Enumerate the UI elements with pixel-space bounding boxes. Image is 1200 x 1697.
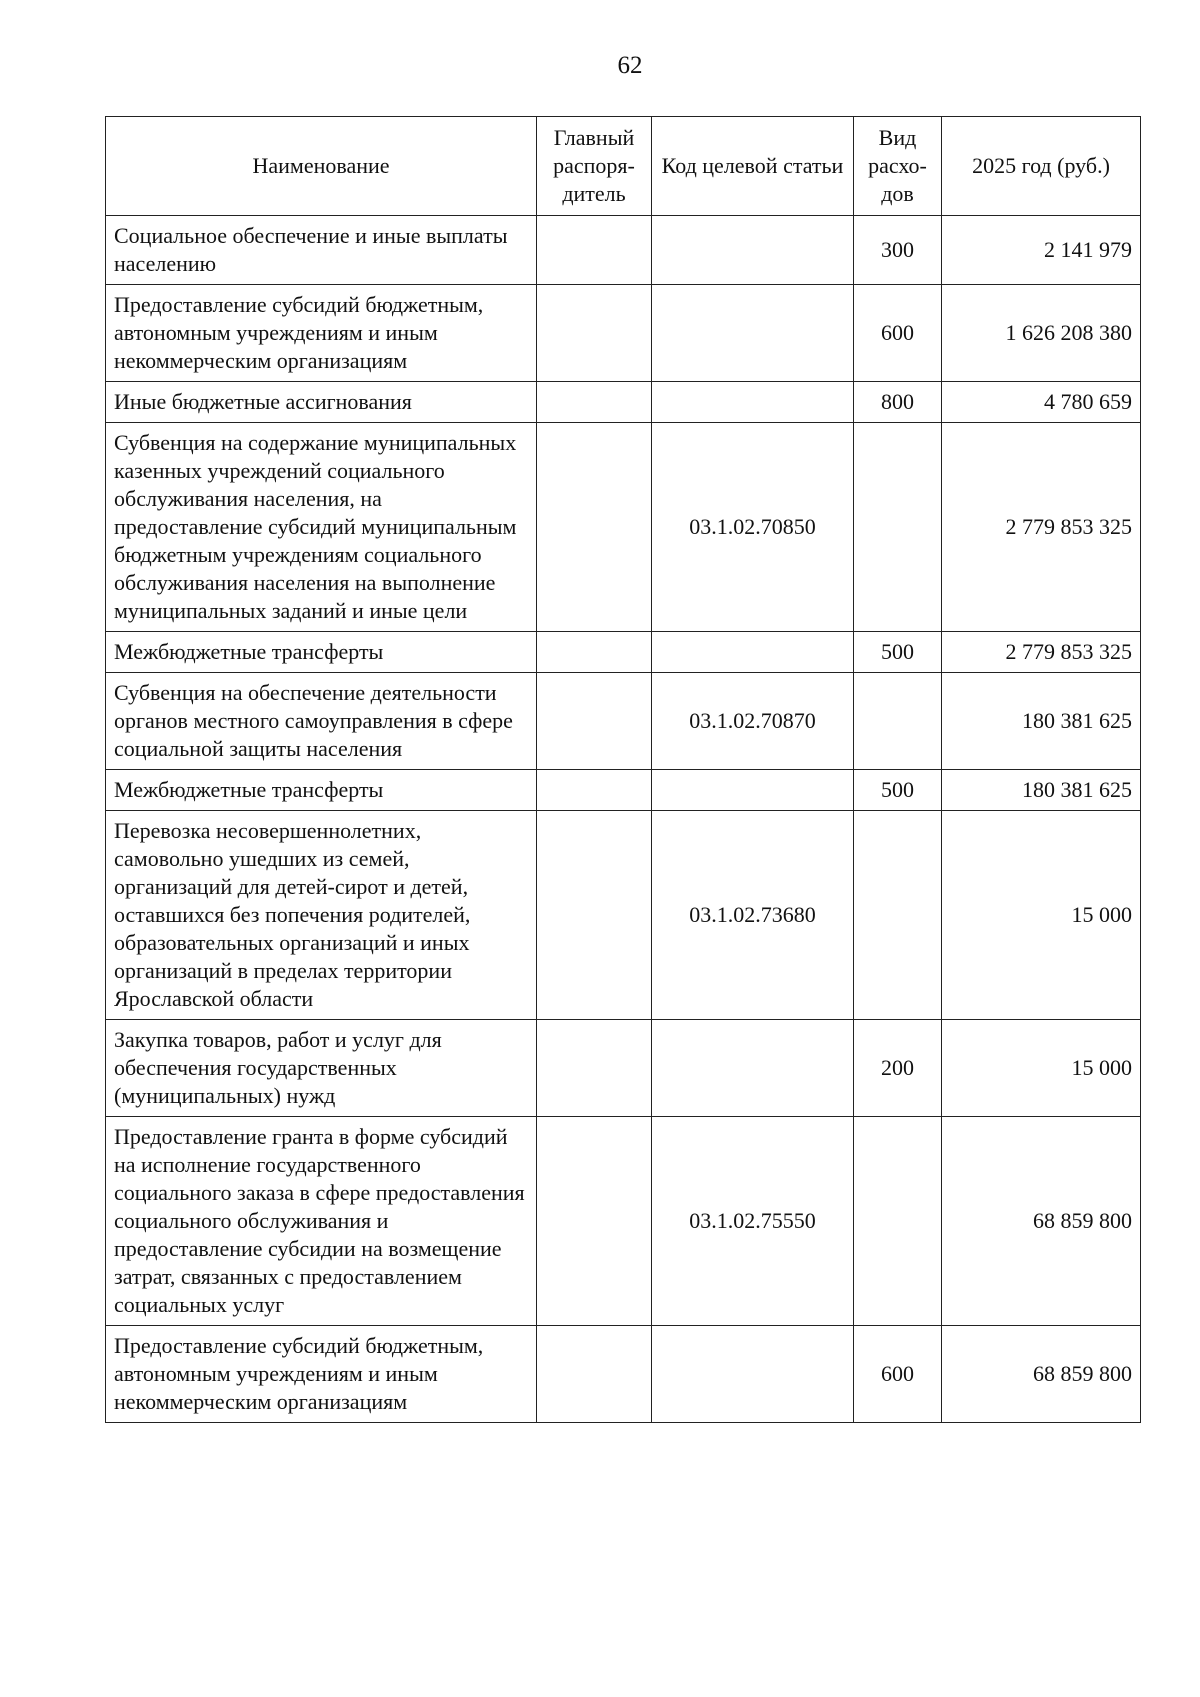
row-expense-type: 300: [854, 216, 942, 285]
row-main-manager: [537, 1020, 652, 1117]
table-row: [106, 770, 1141, 811]
table-row: [106, 673, 1141, 770]
table-row: [106, 811, 1141, 1020]
header-target-code: Код целевой статьи: [652, 117, 854, 216]
row-target-code: [652, 382, 854, 423]
row-target-code: 03.1.02.75550: [652, 1117, 854, 1326]
row-expense-type: [854, 423, 942, 632]
row-name: Субвенция на содержание муниципальных казенных учреждений социального обслуживания населения, на предоставление субсидий муниципальным бюджетным учреждениям социального обслуживания населения на выполнение муниципальных заданий и иные цели: [106, 423, 537, 632]
row-main-manager: [537, 632, 652, 673]
row-name: Предоставление субсидий бюджетным, автономным учреждениям и иным некоммерческим организациям: [106, 1326, 537, 1423]
row-name: Субвенция на обеспечение деятельности органов местного самоуправления в сфере социальной защиты населения: [106, 673, 537, 770]
row-expense-type: [854, 811, 942, 1020]
row-target-code: [652, 216, 854, 285]
row-name: Предоставление гранта в форме субсидий на исполнение государственного социального заказа в сфере предоставления социального обслуживания и предоставление субсидии на возмещение затрат, связанных с предоставлением социальных услуг: [106, 1117, 537, 1326]
row-main-manager: [537, 1326, 652, 1423]
row-amount: 4 780 659: [942, 382, 1141, 423]
row-target-code: 03.1.02.73680: [652, 811, 854, 1020]
row-expense-type: 600: [854, 1326, 942, 1423]
row-target-code: 03.1.02.70850: [652, 423, 854, 632]
row-amount: 2 141 979: [942, 216, 1141, 285]
row-main-manager: [537, 673, 652, 770]
table-row: [106, 1117, 1141, 1326]
row-main-manager: [537, 1117, 652, 1326]
row-name: Социальное обеспечение и иные выплаты населению: [106, 216, 537, 285]
row-amount: 15 000: [942, 1020, 1141, 1117]
table-row: [106, 285, 1141, 382]
table-row: [106, 382, 1141, 423]
row-amount: 2 779 853 325: [942, 423, 1141, 632]
table-row: [106, 1020, 1141, 1117]
header-name: Наименование: [106, 117, 537, 216]
row-target-code: [652, 285, 854, 382]
row-expense-type: 500: [854, 632, 942, 673]
header-amount-2025: 2025 год (руб.): [942, 117, 1141, 216]
row-name: Закупка товаров, работ и услуг для обеспечения государственных (муниципальных) нужд: [106, 1020, 537, 1117]
row-expense-type: 500: [854, 770, 942, 811]
row-amount: 2 779 853 325: [942, 632, 1141, 673]
row-main-manager: [537, 382, 652, 423]
row-target-code: [652, 632, 854, 673]
row-main-manager: [537, 770, 652, 811]
row-expense-type: 200: [854, 1020, 942, 1117]
row-amount: 180 381 625: [942, 770, 1141, 811]
table-header-row: [106, 117, 1141, 216]
row-target-code: [652, 1020, 854, 1117]
row-target-code: 03.1.02.70870: [652, 673, 854, 770]
row-expense-type: 600: [854, 285, 942, 382]
row-expense-type: 800: [854, 382, 942, 423]
row-main-manager: [537, 811, 652, 1020]
row-name: Предоставление субсидий бюджетным, автономным учреждениям и иным некоммерческим организациям: [106, 285, 537, 382]
row-expense-type: [854, 673, 942, 770]
header-expense-type: Вид расхо-дов: [854, 117, 942, 216]
row-amount: 68 859 800: [942, 1326, 1141, 1423]
table-row: [106, 1326, 1141, 1423]
row-main-manager: [537, 216, 652, 285]
row-amount: 68 859 800: [942, 1117, 1141, 1326]
row-target-code: [652, 1326, 854, 1423]
table-row: [106, 216, 1141, 285]
row-name: Межбюджетные трансферты: [106, 632, 537, 673]
row-name: Иные бюджетные ассигнования: [106, 382, 537, 423]
row-amount: 15 000: [942, 811, 1141, 1020]
row-main-manager: [537, 285, 652, 382]
table-row: [106, 423, 1141, 632]
row-amount: 1 626 208 380: [942, 285, 1141, 382]
row-name: Перевозка несовершеннолетних, самовольно ушедших из семей, организаций для детей-сирот и детей, оставшихся без попечения родителей, образовательных организаций и иных организаций в пределах территории Ярославской области: [106, 811, 537, 1020]
row-expense-type: [854, 1117, 942, 1326]
row-main-manager: [537, 423, 652, 632]
page-number: 62: [617, 52, 643, 79]
budget-table: [105, 116, 1141, 1423]
row-name: Межбюджетные трансферты: [106, 770, 537, 811]
header-main-manager: Главный распоря-дитель: [537, 117, 652, 216]
row-amount: 180 381 625: [942, 673, 1141, 770]
table-row: [106, 632, 1141, 673]
row-target-code: [652, 770, 854, 811]
